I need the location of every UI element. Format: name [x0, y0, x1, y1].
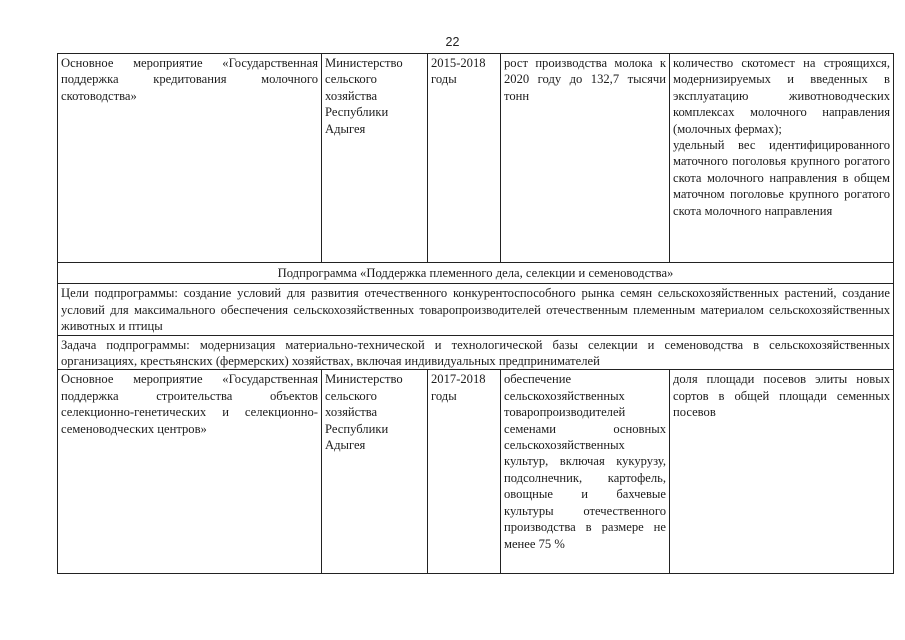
- event-cell: Основное мероприятие «Государственная поддержка строительства объектов селекционно-генетических и селекционно-семеноводческих центров»: [58, 370, 322, 574]
- subprogram-task: Задача подпрограммы: модернизация материально-технической и технологической базы селекции и семеноводства в сельскохозяйственных организациях, крестьянских (фермерских) хозяйствах, включая индивидуальных предпринимателей: [58, 335, 894, 370]
- subprogram-title: Подпрограмма «Поддержка племенного дела, селекции и семеноводства»: [58, 263, 894, 284]
- task-row: [58, 335, 894, 370]
- page-number: 22: [445, 35, 460, 49]
- indicator-cell: доля площади посевов элиты новых сортов в общей площади семенных посевов: [670, 370, 894, 574]
- event-cell: Основное мероприятие «Государственная поддержка кредитования молочного скотоводства»: [58, 54, 322, 263]
- table-row: [58, 370, 894, 574]
- executor-cell: Министерство сельского хозяйства Республики Адыгея: [322, 54, 428, 263]
- subprogram-title-row: [58, 263, 894, 284]
- period-cell: 2017-2018 годы: [428, 370, 501, 574]
- result-cell: рост производства молока к 2020 году до 132,7 тысячи тонн: [501, 54, 670, 263]
- period-cell: 2015-2018 годы: [428, 54, 501, 263]
- table-row: [58, 54, 894, 263]
- goals-row: [58, 284, 894, 335]
- subprogram-goals: Цели подпрограммы: создание условий для развития отечественного конкурентоспособного рынка семян сельскохозяйственных растений, создание условий для максимального обеспечения сельскохозяйственных товаропроизводителей отечественным племенным материалом сельскохозяйственных животных и птицы: [58, 284, 894, 335]
- indicator-cell: [670, 54, 894, 263]
- result-cell: обеспечение сельскохозяйственных товаропроизводителей семенами основных сельскохозяйственных культур, включая кукурузу, подсолнечник, картофель, овощные и бахчевые культуры отечественного производства в размере не менее 75 %: [501, 370, 670, 574]
- executor-cell: Министерство сельского хозяйства Республики Адыгея: [322, 370, 428, 574]
- indicator-text: количество скотомест на строящихся, модернизируемых и введенных в эксплуатацию животноводческих комплексах молочного направления (молочных фермах);: [673, 56, 890, 136]
- indicator-text: удельный вес идентифицированного маточного поголовья крупного рогатого скота молочного направления в общем маточном поголовье крупного рогатого скота молочного направления: [673, 138, 890, 218]
- program-table: [57, 53, 894, 574]
